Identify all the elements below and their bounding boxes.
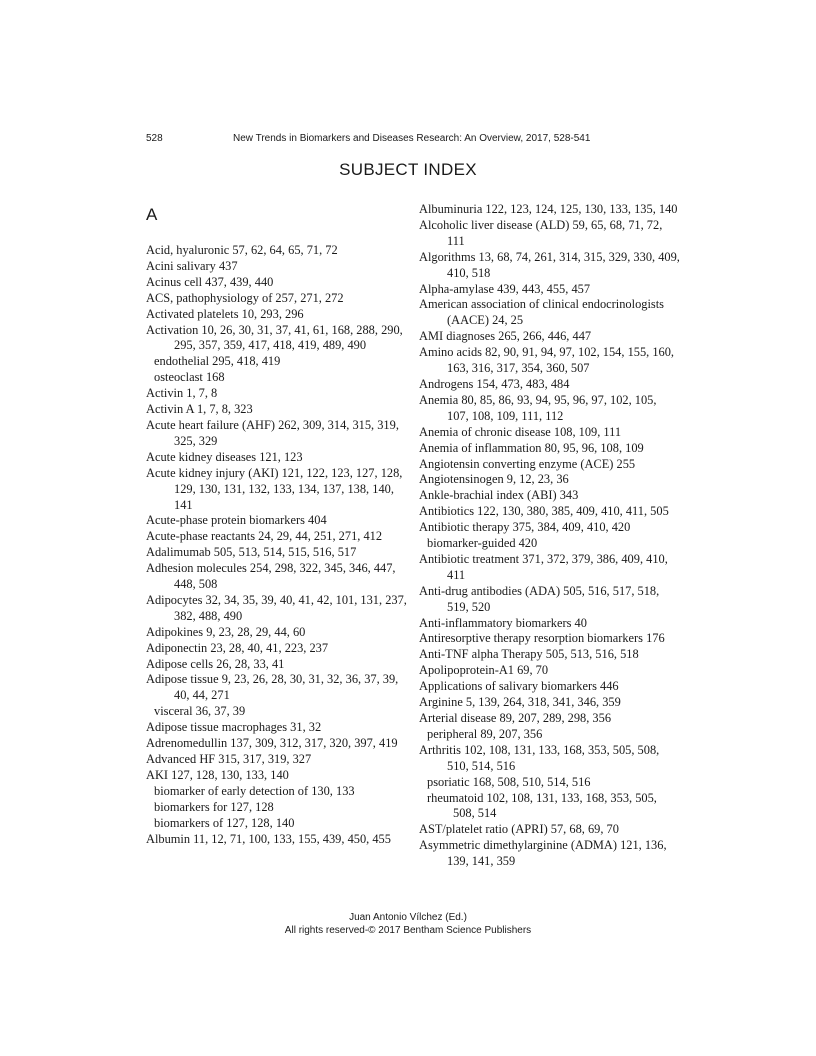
- index-entry: Albumin 11, 12, 71, 100, 133, 155, 439, 450, 455: [146, 831, 391, 846]
- index-subentry: biomarkers for 127, 128: [154, 799, 274, 814]
- section-letter: A: [146, 205, 158, 224]
- index-entry: Activin A 1, 7, 8, 323: [146, 402, 253, 417]
- index-entry: Acute-phase protein biomarkers 404: [146, 513, 327, 528]
- index-entry: Arginine 5, 139, 264, 318, 341, 346, 359: [419, 695, 621, 710]
- index-entry: Adipose tissue macrophages 31, 32: [146, 720, 322, 735]
- index-entry: Acute kidney diseases 121, 123: [146, 449, 303, 464]
- index-entry: Antiresorptive therapy resorption biomarkers 176: [419, 631, 665, 646]
- index-subentry: biomarkers of 127, 128, 140: [154, 815, 295, 830]
- index-subentry: biomarker of early detection of 130, 133: [154, 783, 355, 798]
- index-subentry: rheumatoid 102, 108, 131, 133, 168, 353, 505, 508, 514: [427, 790, 657, 821]
- index-entry: Adiponectin 23, 28, 40, 41, 223, 237: [146, 640, 329, 655]
- index-entry: Albuminuria 122, 123, 124, 125, 130, 133, 135, 140: [419, 202, 678, 216]
- index-entry: Adrenomedullin 137, 309, 312, 317, 320, 397, 419: [146, 736, 398, 751]
- index-column-right: [419, 202, 681, 870]
- index-entry: Adipose cells 26, 28, 33, 41: [146, 656, 285, 671]
- index-entry: Acute kidney injury (AKI) 121, 122, 123, 127, 128, 129, 130, 131, 132, 133, 134, 137, 138, 140, 141: [146, 465, 403, 512]
- index-entry: Alpha-amylase 439, 443, 455, 457: [419, 281, 591, 296]
- index-entry: Adhesion molecules 254, 298, 322, 345, 346, 447, 448, 508: [146, 561, 396, 592]
- index-entry: Acini salivary 437: [146, 258, 238, 273]
- index-entry: Applications of salivary biomarkers 446: [419, 679, 619, 694]
- index-entry: Anti-inflammatory biomarkers 40: [419, 615, 587, 630]
- index-entry: Antibiotic therapy 375, 384, 409, 410, 420: [419, 520, 631, 535]
- page-header: [146, 133, 686, 149]
- page-number: 528: [146, 133, 163, 144]
- index-entry: Activated platelets 10, 293, 296: [146, 306, 304, 321]
- index-entry: Acid, hyaluronic 57, 62, 64, 65, 71, 72: [146, 243, 338, 257]
- index-subentry: psoriatic 168, 508, 510, 514, 516: [427, 774, 591, 789]
- index-entry: Activin 1, 7, 8: [146, 386, 218, 401]
- index-entry: Anti-TNF alpha Therapy 505, 513, 516, 518: [419, 647, 639, 662]
- index-entry: Algorithms 13, 68, 74, 261, 314, 315, 329, 330, 409, 410, 518: [419, 249, 680, 280]
- index-entry: Apolipoprotein-A1 69, 70: [419, 663, 549, 678]
- index-entry: AKI 127, 128, 130, 133, 140: [146, 767, 289, 782]
- index-entry: Anemia of inflammation 80, 95, 96, 108, 109: [419, 440, 644, 455]
- index-entry: Acinus cell 437, 439, 440: [146, 274, 274, 289]
- index-entry: Anti-drug antibodies (ADA) 505, 516, 517, 518, 519, 520: [419, 583, 660, 614]
- index-entry: Angiotensinogen 9, 12, 23, 36: [419, 472, 569, 487]
- index-entry: Anemia 80, 85, 86, 93, 94, 95, 96, 97, 102, 105, 107, 108, 109, 111, 112: [419, 392, 657, 423]
- index-entry: Arterial disease 89, 207, 289, 298, 356: [419, 711, 612, 725]
- index-entries-right: [419, 202, 681, 870]
- index-entry: Asymmetric dimethylarginine (ADMA) 121, 136, 139, 141, 359: [419, 838, 667, 869]
- index-entry: Acute heart failure (AHF) 262, 309, 314, 315, 319, 325, 329: [146, 417, 399, 448]
- index-entry: Antibiotics 122, 130, 380, 385, 409, 410, 411, 505: [419, 504, 669, 519]
- index-entry: Advanced HF 315, 317, 319, 327: [146, 752, 312, 766]
- index-entry: Antibiotic treatment 371, 372, 379, 386, 409, 410, 411: [419, 551, 668, 582]
- index-entry: AMI diagnoses 265, 266, 446, 447: [419, 329, 592, 344]
- page-title: SUBJECT INDEX: [339, 160, 477, 179]
- footer-editor: Juan Antonio Vílchez (Ed.): [349, 912, 467, 923]
- index-entry: American association of clinical endocrinologists (AACE) 24, 25: [419, 297, 664, 328]
- index-entry: Activation 10, 26, 30, 31, 37, 41, 61, 168, 288, 290, 295, 357, 359, 417, 418, 419, 489, 490: [146, 322, 403, 353]
- index-subentry: peripheral 89, 207, 356: [427, 726, 543, 741]
- index-entry: Angiotensin converting enzyme (ACE) 255: [419, 456, 636, 471]
- index-entries-left: [146, 243, 408, 847]
- index-entry: Adipokines 9, 23, 28, 29, 44, 60: [146, 624, 306, 639]
- index-entry: Arthritis 102, 108, 131, 133, 168, 353, 505, 508, 510, 514, 516: [419, 742, 660, 773]
- index-entry: Adalimumab 505, 513, 514, 515, 516, 517: [146, 545, 357, 560]
- index-entry: Ankle-brachial index (ABI) 343: [419, 488, 579, 503]
- index-column-left: [146, 202, 408, 847]
- index-entry: Amino acids 82, 90, 91, 94, 97, 102, 154, 155, 160, 163, 316, 317, 354, 360, 507: [419, 345, 675, 376]
- index-entry: Androgens 154, 473, 483, 484: [419, 376, 570, 391]
- page-footer: [0, 911, 816, 937]
- index-entry: ACS, pathophysiology of 257, 271, 272: [146, 290, 344, 305]
- running-title: New Trends in Biomarkers and Diseases Research: An Overview, 2017, 528-541: [233, 133, 591, 144]
- index-entry: Adipocytes 32, 34, 35, 39, 40, 41, 42, 101, 131, 237, 382, 488, 490: [146, 592, 407, 623]
- index-entry: AST/platelet ratio (APRI) 57, 68, 69, 70: [419, 822, 619, 837]
- footer-rights: All rights reserved-© 2017 Bentham Science Publishers: [284, 925, 532, 936]
- index-entry: Alcoholic liver disease (ALD) 59, 65, 68, 71, 72, 111: [419, 217, 663, 248]
- index-subentry: biomarker-guided 420: [427, 536, 538, 551]
- index-entry: Anemia of chronic disease 108, 109, 111: [419, 424, 622, 439]
- index-entry: Acute-phase reactants 24, 29, 44, 251, 271, 412: [146, 529, 383, 544]
- index-subentry: osteoclast 168: [154, 370, 225, 385]
- index-subentry: endothelial 295, 418, 419: [154, 354, 281, 369]
- index-entry: Adipose tissue 9, 23, 26, 28, 30, 31, 32, 36, 37, 39, 40, 44, 271: [146, 672, 399, 703]
- index-subentry: visceral 36, 37, 39: [154, 704, 246, 719]
